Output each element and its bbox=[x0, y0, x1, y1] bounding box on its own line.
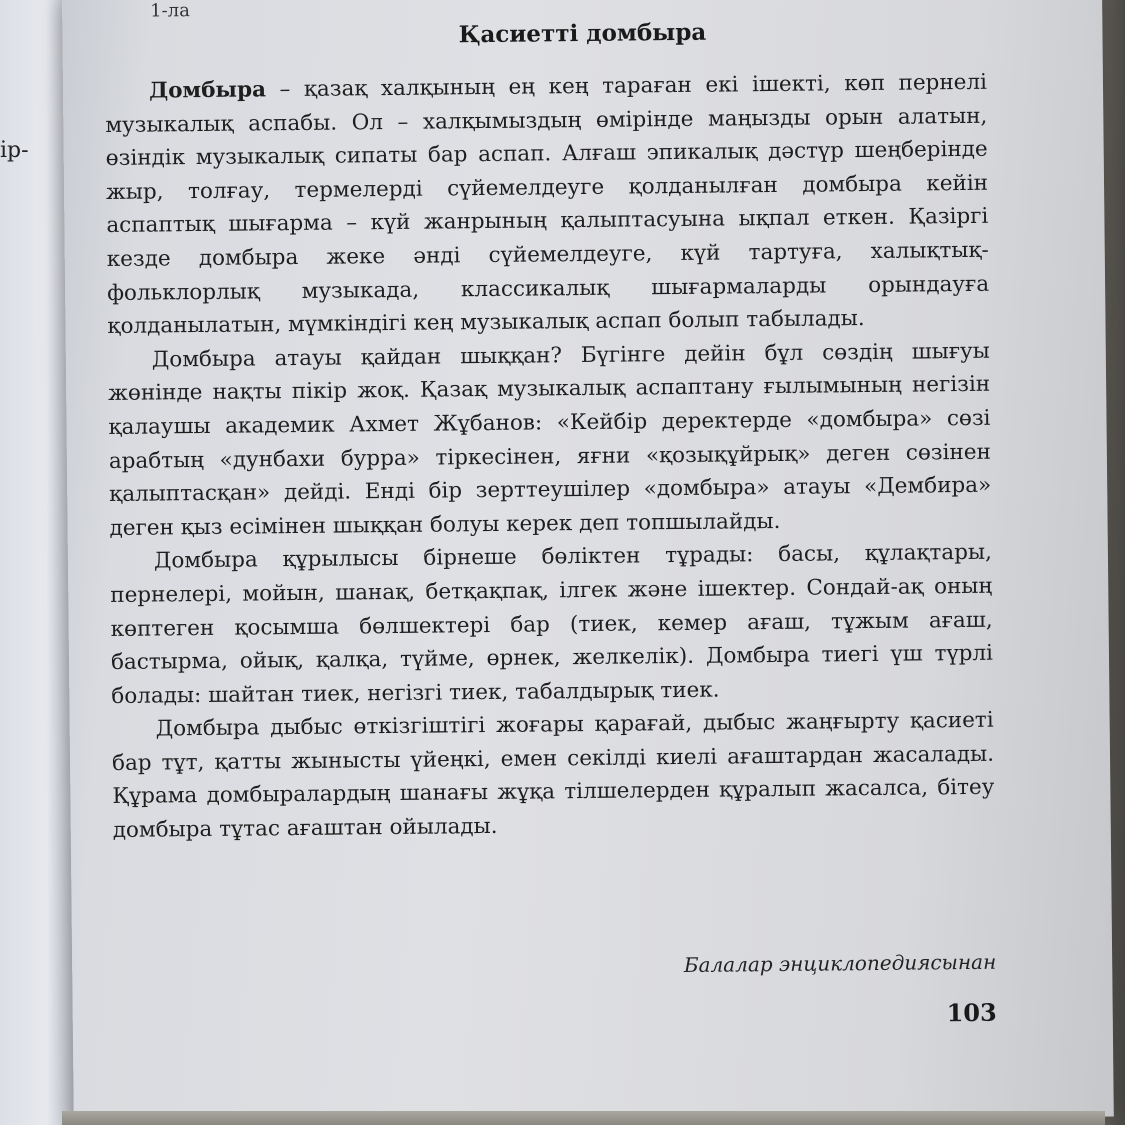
book-bottom-edge bbox=[62, 1111, 1105, 1125]
left-page-fragment: ір- bbox=[0, 138, 29, 163]
article-body bbox=[105, 66, 995, 848]
page-title: Қасиетті домбыра bbox=[458, 18, 707, 49]
paragraph-4 bbox=[112, 704, 995, 848]
paragraph-text: – қазақ халқының ең кең тараған екі ішекті, көп пернелі музыкалық аспабы. Ол – халқымыздың өмірінде маңызды орын алатын, өзіндік музыкалық сипаты бар аспап. Алғаш эпикалық дәстүр шеңберінде жыр, толғау, термелерді сүйемелдеуге қолданылған домбыра кейін аспаптық шығарма – күй жанрының қалыптасуына ықпал еткен. Қазіргі кезде домбыра жеке әнді сүйемелдеуге, күй тартуға, халықтық-фольклорлық музыкада, классикалық шығармаларды орындауға қолданылатын, мүмкіндігі кең музыкалық аспап болып табылады. bbox=[105, 69, 990, 340]
running-header: 1-ла bbox=[150, 0, 190, 22]
paragraph-text: Домбыра құрылысы бірнеше бөліктен тұрады: басы, құлақтары, пернелері, мойын, шанақ, бетқақпақ, ілгек және ішектер. Сондай-ақ оның көптеген қосымша бөлшектері бар (тиек, кемер ағаш, тұжым ағаш, бастырма, ойық, қалқа, түйме, өрнек, желкелік). Домбыра тиегі үш түрлі болады: шайтан тиек, негізгі тиек, табалдырық тиек. bbox=[110, 540, 994, 709]
book-page bbox=[62, 0, 1114, 1125]
source-attribution: Балалар энциклопедиясынан bbox=[683, 949, 997, 977]
paragraph-text: Домбыра атауы қайдан шыққан? Бүгінге дейін бұл сөздің шығуы жөнінде нақты пікір жоқ. Қазақ музыкалық аспаптану ғылымының негізін қалаушы академик Ахмет Жұбанов: «Кейбір деректерде «домбыра» сөзі арабтың «дунбахи бурра» тіркесінен, яғни «қозықұйрық» деген сөзінен қалыптасқан» дейді. Енді бір зерттеушілер «домбыра» атауы «Дембира» деген қыз есімінен шыққан болуы керек деп топшылайды. bbox=[108, 338, 992, 541]
paragraph-2 bbox=[108, 335, 992, 546]
lead-word: Домбыра bbox=[148, 77, 267, 104]
paragraph-1 bbox=[105, 66, 990, 344]
paragraph-3 bbox=[110, 536, 994, 713]
paragraph-text: Домбыра дыбыс өткізгіштігі жоғары қарағай, дыбыс жаңғырту қасиеті бар тұт, қатты жынысты үйеңкі, емен секілді киелі ағаштардан жасалады. Құрама домбыралардың шанағы жұқа тілшелерден құралып жасалса, бітеу домбыра тұтас ағаштан ойылады. bbox=[111, 708, 995, 844]
page-number: 103 bbox=[946, 997, 997, 1028]
